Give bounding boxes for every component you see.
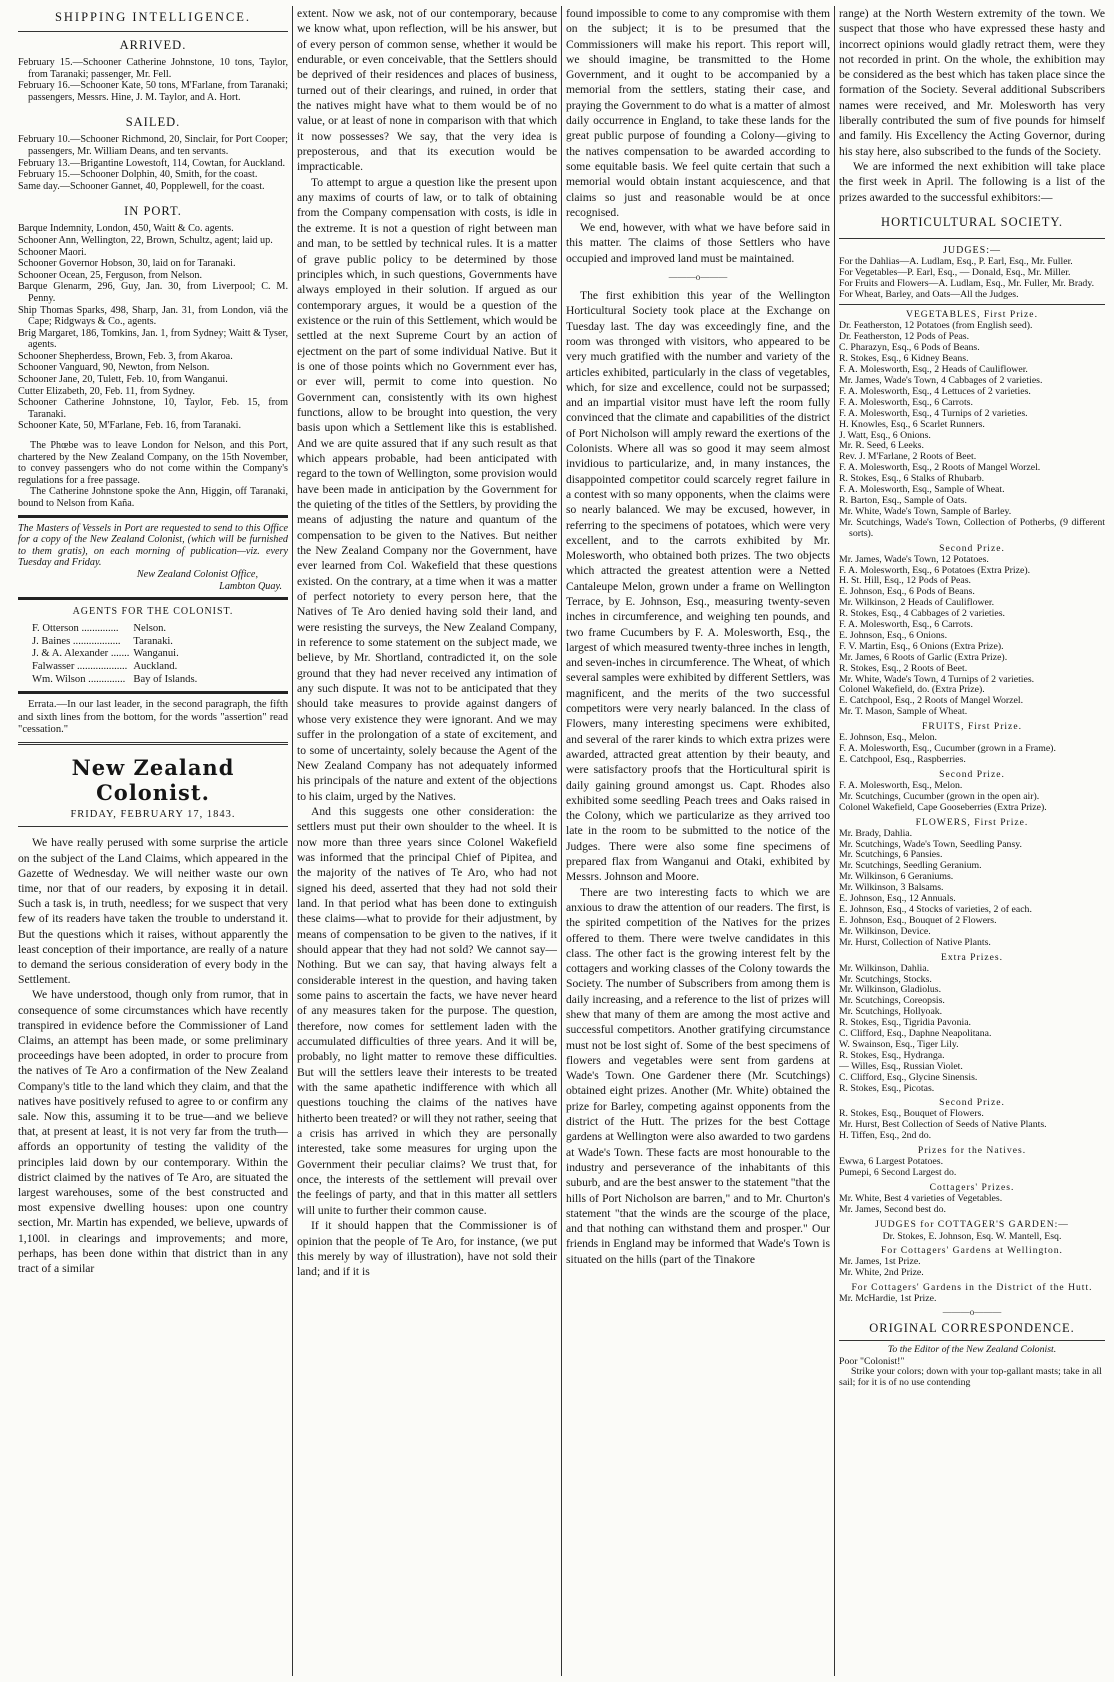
agent-name: F. Otterson .............. [32, 623, 119, 635]
list-item: R. Barton, Esq., Sample of Oats. [839, 494, 967, 506]
cottagers-hutt-title: For Cottagers' Gardens in the District of the Hutt. [851, 1282, 1093, 1294]
agent-place: Taranaki. [133, 635, 173, 647]
list-item: Mr. White, Best 4 varieties of Vegetables. [839, 1193, 1003, 1205]
vegetables-first-title: VEGETABLES, First Prize. [906, 309, 1038, 321]
list-item: F. A. Molesworth, Esq., Cucumber (grown in a Frame). [839, 743, 1056, 755]
list-item: Mr. Scutchings, Wade's Town, Collection of Potherbs, (9 different sorts). [839, 516, 1105, 539]
column-rule [834, 6, 835, 1676]
list-item: C. Clifford, Esq., Daphne Neapolitana. [839, 1028, 992, 1040]
list-item: R. Stokes, Esq., Hydranga. [839, 1049, 945, 1061]
list-item: Mr. White, Wade's Town, Sample of Barley. [839, 505, 1012, 517]
list-item: R. Stokes, Esq., 4 Cabbages of 2 varieties. [839, 608, 1005, 620]
divider [839, 238, 1105, 239]
list-item: February 15.—Schooner Dolphin, 40, Smith, for the coast. [18, 169, 258, 181]
arrived-list [18, 57, 288, 103]
fruits-first-list [839, 733, 1105, 766]
list-item: For Fruits and Flowers—A. Ludlam, Esq., Mr. Fuller, Mr. Brady. [839, 277, 1095, 289]
table-row [32, 674, 201, 687]
divider [18, 31, 288, 32]
judges-title: JUDGES:— [942, 244, 1001, 256]
list-item: Same day.—Schooner Gannet, 40, Popplewell, for the coast. [18, 180, 265, 192]
list-item: Mr. Scutchings, Seedling Geranium. [839, 860, 982, 872]
list-item: E. Johnson, Esq., Melon. [839, 732, 937, 744]
list-item: Ewwa, 6 Largest Potatoes. [839, 1156, 944, 1168]
agent-name: J. Baines .................. [32, 635, 121, 647]
list-item: H. Knowles, Esq., 6 Scarlet Runners. [839, 418, 985, 430]
list-item: Mr. Hurst, Collection of Native Plants. [839, 936, 991, 948]
natives-prizes-title: Prizes for the Natives. [917, 1145, 1027, 1157]
list-item: H. St. Hill, Esq., 12 Pods of Peas. [839, 575, 971, 587]
paragraph: We are informed the next exhibition will take place the first week in April. The following is a list of the prizes awarded to the successful exhibitors:— [839, 159, 1105, 204]
list-item: Schooner Governor Hobson, 30, laid on for Taranaki. [18, 258, 236, 270]
horticultural-title: HORTICULTURAL SOCIETY. [881, 214, 1063, 229]
to-editor: To the Editor of the New Zealand Colonist. [887, 1344, 1057, 1356]
list-item: Mr. R. Seed, 6 Leeks. [839, 440, 924, 452]
agents-table [32, 623, 201, 686]
paragraph: If it should happen that the Commissioner is of opinion that the people of Te Aro, for instance, (we put this merely by way of illustration), have not sold their land; and if it is [297, 1219, 557, 1279]
list-item: F. A. Molesworth, Esq., 4 Lettuces of 2 varieties. [839, 385, 1031, 397]
list-item: Mr. James, Wade's Town, 4 Cabbages of 2 varieties. [839, 375, 1043, 387]
list-item: E. Johnson, Esq., Bouquet of 2 Flowers. [839, 914, 997, 926]
list-item: Dr. Featherston, 12 Potatoes (from English seed). [839, 320, 1033, 332]
list-item: C. Pharazyn, Esq., 6 Pods of Beans. [839, 342, 980, 354]
list-item: R. Stokes, Esq., Picotas. [839, 1082, 935, 1094]
list-item: W. Swainson, Esq., Tiger Lily. [839, 1038, 959, 1050]
masters-notice-text: The Masters of Vessels in Port are requested to send to this Office for a copy of the New Zealand Colonist, (which will be furnished to them gratis), on each morning of publication—viz. every Tuesday and Friday. [18, 522, 288, 569]
flowers-first-title: FLOWERS, First Prize. [915, 816, 1029, 828]
exhibition-report [566, 288, 830, 1267]
vegetables-first-list [839, 321, 1105, 539]
ornament: ———o——— [942, 1307, 1002, 1318]
column-2 [297, 6, 557, 1676]
agents-title: AGENTS FOR THE COLONIST. [72, 606, 234, 618]
list-item: Mr. McHardie, 1st Prize. [839, 1293, 937, 1305]
flowers-first-list [839, 829, 1105, 949]
list-item: Mr. Wilkinson, 2 Heads of Cauliflower. [839, 597, 995, 609]
list-item: Mr. Wilkinson, Gladiolus. [839, 984, 942, 996]
list-item: Brig Margaret, 186, Tomkins, Jan. 1, from Sydney; Waitt & Tyser, agents. [18, 327, 288, 351]
list-item: Schooner Shepherdess, Brown, Feb. 3, from Akaroa. [18, 350, 233, 362]
table-row [32, 636, 201, 649]
cottagers-prizes-title: Cottagers' Prizes. [929, 1182, 1015, 1194]
extra-prizes-list [839, 964, 1105, 1095]
list-item: Mr. Scutchings, Hollyoak. [839, 1006, 943, 1018]
flowers-second-list [839, 1109, 1105, 1142]
paragraph: extent. Now we ask, not of our contemporary, because we know what, upon reflection, will be his answer, but of every person of common sense, whether it would be endurable, or even conceivable, that the Settlers should be deprived of their residences and places of business, turned out of their clearings, and ruined, in order that the natives might have what to them would be of no value, or at least of none in comparison with that which it now possesses? We say, that the very idea is preposterous, and that its execution would be impracticable. [297, 7, 557, 174]
list-item: F. A. Molesworth, Esq., Sample of Wheat. [839, 484, 1005, 496]
cottagers-hutt-list [839, 1294, 1105, 1305]
paragraph: We have understood, though only from rumor, that in consequence of some circumstances which have recently transpired in evidence before the Commissioner of Land Claims, an attempt has been made, or some preliminary proceedings have been adopted, in order to procure from the natives of Te Aro a confirmation of the New Zealand Company's title to the land which they claim, and that the natives have positively refused to agree to or confirm any sale. Now this, assuming it to be true—and we believe that, at present at least, it is not very far from the truth—affords an opportunity of testing the validity of the principles laid down by our contemporary. Within the district claimed by the natives of Te Aro, are situated the largest warehouses, some of the best constructed and most expensive dwelling houses: upon one country section, Mr. Martin has expended, we believe, upwards of 1,100l. in clearings and improvements; and more, perhaps, has been done within that district than in any tract of a similar [18, 988, 288, 1276]
list-item: Cutter Elizabeth, 20, Feb. 11, from Sydney. [18, 385, 195, 397]
fruits-second-title: Second Prize. [939, 768, 1005, 780]
table-row [32, 623, 201, 636]
list-item: Schooner Catherine Johnstone, 10, Taylor, Feb. 15, from Taranaki. [18, 397, 288, 420]
editorial-end [566, 6, 830, 266]
divider [839, 304, 1105, 305]
masthead: New Zealand Colonist. [71, 755, 235, 806]
list-item: E. Catchpool, Esq., 2 Roots of Mangel Worzel. [839, 695, 1024, 707]
list-item: Colonel Wakefield, Cape Gooseberries (Extra Prize). [839, 801, 1047, 813]
list-item: February 16.—Schooner Kate, 50 tons, M'Farlane, from Taranaki; passengers, Messrs. Hine, J. M. Taylor, and A. Hort. [18, 80, 288, 103]
column-rule [292, 6, 293, 1676]
notice-paragraph: The Phœbe was to leave London for Nelson, and this Port, chartered by the New Zealand Company, on the 15th November, to convey passengers who do not come within the Company's regulations for a free passage. [18, 440, 288, 486]
agent-name: Wm. Wilson .............. [32, 673, 126, 685]
paragraph: found impossible to come to any compromise with them on the subject; it is to be presumed that the Commissioners will make his report. This report will, we should imagine, be transmitted to the Home Government, and it ought to be accompanied by a memorial from the settlers, stating their case, and praying the Government to do what is a matter of almost daily occurrence in England, to take these lands for the great public purpose of founding a Colony—giving to the natives compensation to be awarded according to some equitable basis. We feel quite certain that such a memorial would obtain instant acquiescence, and that claims so just and reasonable would be at once recognised. [566, 7, 830, 219]
list-item: Mr. Wilkinson, 6 Geraniums. [839, 871, 954, 883]
list-item: Mr. James, Second best do. [839, 1203, 946, 1215]
list-item: For Vegetables—P. Earl, Esq., — Donald, Esq., Mr. Miller. [839, 266, 1071, 278]
table-row [32, 648, 201, 661]
column-rule [561, 6, 562, 1676]
list-item: Mr. James, Wade's Town, 12 Potatoes. [839, 553, 989, 565]
sailed-title: SAILED. [125, 115, 181, 130]
list-item: R. Stokes, Esq., 6 Stalks of Rhubarb. [839, 473, 985, 485]
list-item: F. A. Molesworth, Esq., 4 Turnips of 2 varieties. [839, 407, 1028, 419]
list-item: For the Dahlias—A. Ludlam, Esq., P. Earl, Esq., Mr. Fuller. [839, 255, 1073, 267]
list-item: C. Clifford, Esq., Glycine Sinensis. [839, 1071, 978, 1083]
errata: Errata.—In our last leader, in the second paragraph, the fifth and sixth lines from the bottom, for the words "assertion" read "cessation." [18, 699, 288, 735]
list-item: Mr. Wilkinson, Dahlia. [839, 962, 930, 974]
list-item: For Wheat, Barley, and Oats—All the Judges. [839, 288, 1019, 300]
list-item: February 15.—Schooner Catherine Johnstone, 10 tons, Taylor, from Taranaki; passenger, Mr. Fell. [18, 57, 288, 80]
masters-notice [18, 523, 288, 593]
judges-list [839, 257, 1105, 301]
list-item: Mr. White, 2nd Prize. [839, 1267, 924, 1279]
list-item: F. V. Martin, Esq., 6 Onions (Extra Prize). [839, 640, 1004, 652]
office-line: New Zealand Colonist Office, [136, 568, 258, 580]
correspondence-title: ORIGINAL CORRESPONDENCE. [869, 1321, 1075, 1336]
list-item: Schooner Jane, 20, Tulett, Feb. 10, from Wanganui. [18, 374, 228, 386]
cottagers-wellington-list [839, 1257, 1105, 1279]
list-item: F. A. Molesworth, Esq., 6 Carrots. [839, 396, 973, 408]
list-item: E. Johnson, Esq., 4 Stocks of varieties, 2 of each. [839, 903, 1032, 915]
cottagers-prizes-list [839, 1194, 1105, 1216]
phoebe-notice [18, 440, 288, 510]
paragraph: range) at the North Western extremity of the town. We suspect that those who have expressed these hasty and incorrect opinions would gladly retract them, were they not recorded in print. On the whole, the exhibition may be considered as the best which has taken place since the formation of the Society. Several additional Subscribers names were received, and Mr. Molesworth has very liberally contributed the sum of five pounds for himself and family. His Excellency the Acting Governor, during his stay here, also subscribed to the funds of the Society. [839, 7, 1105, 158]
salutation: Poor "Colonist!" [839, 1355, 905, 1367]
list-item: Mr. Hurst, Best Collection of Seeds of Native Plants. [839, 1119, 1047, 1131]
paragraph: To attempt to argue a question like the present upon any maxims of courts of law, or to talk of obtaining from the Company compensation with costs, is idle in the extreme. It is not a question of right between man and man, to be settled by technical rules. It is a matter of grave public policy to be determined by those principles which, in such questions, Governments have always employed in their solution. If argued as our contemporary argues, it would be a question of the existence or the ruin of this Settlement, which would be settled at the next Supreme Court by an action of ejectment on the part of some individual Native. But it is one of those points which no Government ever has, or ever will, permit to come into question. No Government can, consistently with its own highest functions, allow to be brought into question, the very basis upon which a Settlement like this is established. And we are quite assured that if any such result as that which appears probable, had been anticipated with regard to the town of Wellington, some provision would have been made in anticipation by the Government for the quieting of the titles of the Settlers, by providing the means of adjusting the nature and quantum of the compensation to be given to the Natives. But neither the New Zealand Company nor the Government, have ever learned from Col. Wakefield that these questions existed. On the contrary, at a time when it was a matter of perfect notoriety to every person here, that the Natives of Te Aro denied having sold their land, and were resisting the surveys, the New Zealand Company, in reference to some statement on the subject made, we believe, by Mr. Shortland, contradicted it, on the sole ground that they had never received any intimation of any such dispute. It was not to be anticipated that they should take measures to provide against dangers of whose very existence they were ignorant. And we may suffer in the prolongation of a state of excitement, and to some of uncertainty, solely because the Agent of the New Zealand Company has not adequately informed his principals of the nature and extent of the objections to his claim, urged by the Natives. [297, 175, 557, 803]
agent-place: Wanganui. [133, 648, 179, 660]
list-item: F. A. Molesworth, Esq., 6 Carrots. [839, 619, 973, 631]
list-item: Ship Thomas Sparks, 498, Sharp, Jan. 31, from London, viâ the Cape; Ridgways & Co., agents. [18, 304, 288, 328]
list-item: Schooner Vanguard, 90, Newton, from Nelson. [18, 362, 210, 374]
list-item: Dr. Featherston, 12 Pods of Peas. [839, 331, 970, 343]
inport-list [18, 223, 288, 432]
list-item: Schooner Ann, Wellington, 22, Brown, Schultz, agent; laid up. [18, 234, 273, 246]
flowers-second-title: Second Prize. [939, 1097, 1005, 1109]
table-row [32, 661, 201, 674]
list-item: F. A. Molesworth, Esq., 2 Heads of Cauliflower. [839, 364, 1028, 376]
list-item: Mr. Brady, Dahlia. [839, 827, 913, 839]
list-item: Mr. Scutchings, Stocks. [839, 973, 932, 985]
list-item: Mr. Scutchings, Coreopsis. [839, 995, 945, 1007]
list-item: E. Johnson, Esq., 12 Annuals. [839, 893, 956, 905]
judges-cottagers: Dr. Stokes, E. Johnson, Esq. W. Mantell, Esq. [882, 1230, 1062, 1242]
editorial [18, 835, 288, 1276]
divider [18, 597, 288, 600]
list-item: F. A. Molesworth, Esq., 6 Potatoes (Extra Prize). [839, 564, 1031, 576]
agent-name: Falwasser ................... [32, 660, 128, 672]
column-3 [566, 6, 830, 1676]
fruits-second-list [839, 781, 1105, 814]
editorial-continued [297, 6, 557, 1280]
notice-paragraph: The Catherine Johnstone spoke the Ann, Higgin, off Taranaki, bound to Nelson from Kaña. [18, 486, 288, 509]
list-item: Mr. T. Mason, Sample of Wheat. [839, 706, 968, 718]
arrived-title: ARRIVED. [119, 38, 187, 52]
list-item: F. A. Molesworth, Esq., Melon. [839, 779, 963, 791]
list-item: Mr. Scutchings, Cucumber (grown in the open air). [839, 790, 1040, 802]
list-item: Colonel Wakefield, do. (Extra Prize). [839, 684, 985, 696]
list-item: E. Catchpool, Esq., Raspberries. [839, 754, 966, 766]
list-item: February 10.—Schooner Richmond, 20, Sinclair, for Port Cooper; passengers, Mr. William Deans, and ten servants. [18, 134, 288, 157]
judges-cottagers-title: JUDGES for COTTAGER'S GARDEN:— [875, 1218, 1069, 1230]
divider [839, 1340, 1105, 1341]
list-item: R. Stokes, Esq., Bouquet of Flowers. [839, 1108, 984, 1120]
divider [18, 691, 288, 694]
list-item: H. Tiffen, Esq., 2nd do. [839, 1130, 932, 1142]
column-1 [18, 6, 288, 1676]
paragraph: And this suggests one other consideration: the settlers must put their own shoulder to the wheel. It is now more than three years since Colonel Wakefield was informed that the principal Chief of Pipitea, and the majority of the natives of Te Aro, who had not signed his deed, asserted that they had not sold their land. In that period what has been done to extinguish these claims—what to provide for their adjustment, by means of compensation to be given to the natives, if it should appear that they had not sold? We cannot say—Nothing. But we can say, that having always felt a considerable interest in the question, and having taken some pains to ascertain the facts, we have never heard of any measures taken for the purpose. The question, therefore, now comes for settlement laden with the accumulated difficulties of three years. And it will be, probably, no light matter to remove these difficulties. But will the settlers leave their interests to be treated with the same apathetic indifference with which all questions touching the claims of the natives have hitherto been treated? or will they not rather, seeing that a crisis has arrived in which they are personally interested, take some measures for urging upon the Government their peculiar claims? We trust that, for once, the interests of the settlement will prevail over the feelings of party, and that in this matter all settlers will unite to further their common cause. [297, 804, 557, 1217]
agent-name: J. & A. Alexander ....... [32, 648, 130, 660]
agent-place: Nelson. [133, 623, 167, 635]
shipping-title: SHIPPING INTELLIGENCE. [54, 10, 252, 24]
list-item: Pumepi, 6 Second Largest do. [839, 1167, 957, 1179]
cottagers-wellington-title: For Cottagers' Gardens at Wellington. [881, 1245, 1063, 1257]
list-item: Schooner Maori. [18, 246, 87, 258]
paragraph: There are two interesting facts to which we are anxious to draw the attention of our readers. The first, is the spirited competition of the Natives for the prizes offered to them. There were twelve candidates in this class. The other fact is the growing interest felt by the cottagers and working classes of the Colony towards the Society. The number of Subscribers from among them is daily increasing, and a reference to the list of prizes will shew that many of them are among the most active and successful competitors. Another gratifying circumstance must not be lost sight of. Some of the best specimens of flowers and vegetables were sent from gardens at Wade's Town. One Gardener there (Mr. Scutchings) obtained eight prizes. Another (Mr. White) obtained the prize for Barley, competing against opponents from the district of the Hutt. The prizes for the best Cottage gardens at Wellington were also awarded to two gardens at Wade's Town. These facts are most honourable to the industry and perseverance of the inhabitants of this suburb, and are the best answer to the statement "that the hills of Port Nicholson are barren," and to Mr. Churton's statement "that the winds are the scourge of the place, and that nothing can withstand them and prosper." Our friends in England may be informed that Wade's Town is situated on the hills (part of the Tinakore [566, 885, 830, 1266]
sailed-list [18, 134, 288, 192]
office-line: Lambton Quay. [219, 580, 282, 592]
list-item: Mr. Wilkinson, Device. [839, 925, 931, 937]
list-item: F. A. Molesworth, Esq., 2 Roots of Mangel Worzel. [839, 462, 1041, 474]
agent-place: Bay of Islands. [133, 673, 198, 685]
divider [18, 515, 288, 518]
natives-prizes-list [839, 1157, 1105, 1179]
vegetables-second-list [839, 555, 1105, 719]
divider [18, 826, 288, 827]
list-item: Rev. J. M'Farlane, 2 Roots of Beet. [839, 451, 977, 463]
list-item: — Willes, Esq., Russian Violet. [839, 1060, 963, 1072]
list-item: Barque Glenarm, 296, Guy, Jan. 30, from Liverpool; C. M. Penny. [18, 281, 288, 304]
list-item: R. Stokes, Esq., 2 Roots of Beet. [839, 662, 968, 674]
list-item: Mr. Scutchings, Wade's Town, Seedling Pansy. [839, 838, 1022, 850]
list-item: Schooner Kate, 50, M'Farlane, Feb. 16, from Taranaki. [18, 420, 242, 432]
list-item: Mr. James, 1st Prize. [839, 1256, 921, 1268]
paragraph: We have really perused with some surprise the article on the subject of the Land Claims, which appeared in the Gazette of Wednesday. We will neither waste our own time, nor that of our readers, by exposing it in detail. Such a task is, in truth, needless; for we suspect that very few of its readers have taken the trouble to understand it. But the questions which it raises, without apparently the least conception of their importance, are really of a nature to demand the serious consideration of every body in the Settlement. [18, 836, 288, 987]
list-item: Mr. James, 6 Roots of Garlic (Extra Prize). [839, 651, 1008, 663]
agent-place: Auckland. [133, 660, 178, 672]
letter-text: Strike your colors; down with your top-gallant masts; take in all sail; for it is of no use contending [839, 1366, 1102, 1389]
list-item: February 13.—Brigantine Lowestoft, 114, Cowtan, for Auckland. [18, 157, 285, 169]
list-item: Barque Indemnity, London, 450, Waitt & Co. agents. [18, 223, 234, 235]
list-item: Mr. Scutchings, 6 Pansies. [839, 849, 943, 861]
list-item: E. Johnson, Esq., 6 Onions. [839, 629, 948, 641]
list-item: J. Watt, Esq., 6 Onions. [839, 429, 931, 441]
ornament: ———o——— [668, 272, 728, 283]
inport-title: IN PORT. [124, 204, 182, 219]
paragraph: The first exhibition this year of the Wellington Horticultural Society took place at the Exchange on Tuesday last. The day was exceedingly fine, and the room was thronged with visitors, who appeared to be very much gratified with the number and variety of the articles exhibited, particularly in the class of vegetables, which, for size and excellence, could not be surpassed; and an impartial visitor must have left the room fully convinced that the climate and capabilities of the district of Port Nicholson will amply reward the exertions of the Colonists. Where all was so good it may seem almost invidious to particularize, and, in many instances, the disappointed competitor could scarcely regret failure in a contest with so many opponents, when the claims were so nearly balanced. We may be excused, however, in referring to the specimens of potatoes, which were very excellent, and to the carrots exhibited by Mr. Molesworth, who obtained both prizes. The two objects which attracted the greatest attention were a Netted Cantaleupe Melon, grown under a frame on Wellington Terrace, by E. Johnson, Esq., measuring twenty-seven inches in circumference, and weighing ten pounds, and two frame Cucumbers by F. A. Molesworth, Esq., the largest of which measured twenty-three inches in length, and seven-inches in circumference. The Wheat, of which several samples were exhibited by different Settlers, was magnificent, and the merits of the two successful competitors were very nearly balanced. In the class of Flowers, many interesting specimens were exhibited, and several of the rarer kinds to which extra prizes were awarded, attracted great attention by their beauty, and were satisfactory proofs that the Horticultural spirit is daily gaining ground amongst us. Capt. Rhodes also exhibited some seedling Peach trees and Oaks raised in the Colony, which we particularize as they arrived too late in the room to be submitted to the notice of the Judges. There were also some fine specimens of prepared flax from Wanganui and Otaki, exhibited by Messrs. Johnson and Moore. [566, 289, 830, 884]
list-item: E. Johnson, Esq., 6 Pods of Beans. [839, 586, 975, 598]
exhibition-report-end [839, 6, 1105, 205]
fruits-first-title: FRUITS, First Prize. [922, 721, 1022, 733]
list-item: Schooner Ocean, 25, Ferguson, from Nelson. [18, 269, 203, 281]
list-item: R. Stokes, Esq., 6 Kidney Beans. [839, 353, 969, 365]
dateline: FRIDAY, FEBRUARY 17, 1843. [70, 809, 236, 821]
column-4 [839, 6, 1105, 1676]
extra-prizes-title: Extra Prizes. [940, 951, 1004, 963]
list-item: R. Stokes, Esq., Tigridia Pavonia. [839, 1017, 971, 1029]
list-item: Mr. Wilkinson, 3 Balsams. [839, 882, 944, 894]
list-item: Mr. White, Wade's Town, 4 Turnips of 2 varieties. [839, 673, 1035, 685]
divider [18, 742, 288, 745]
paragraph: We end, however, with what we have before said in this matter. The claims of those Settlers who have occupied and improved land must be maintained. [566, 221, 830, 265]
vegetables-second-title: Second Prize. [939, 542, 1005, 554]
